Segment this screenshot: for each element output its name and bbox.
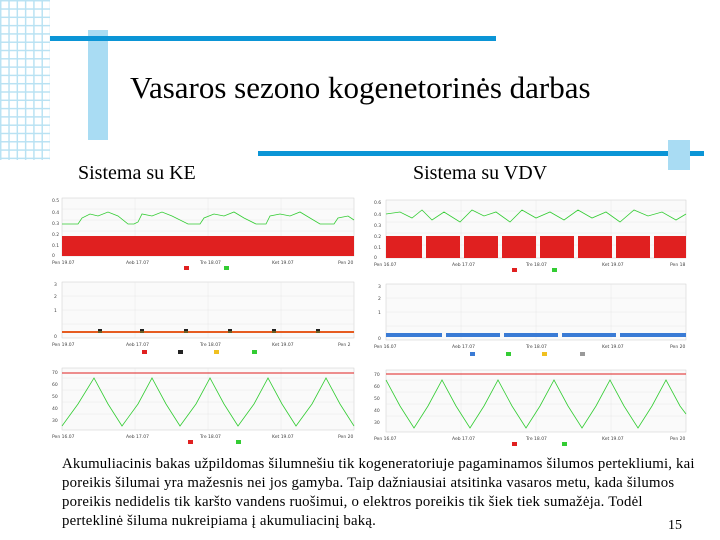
svg-text:Ket 19.07: Ket 19.07	[602, 345, 624, 350]
svg-text:Pen 20: Pen 20	[338, 435, 354, 440]
legend-swatch-red	[188, 440, 193, 444]
svg-text:0.4: 0.4	[52, 211, 60, 216]
legend-swatch-green	[562, 442, 567, 446]
svg-text:Pen 20: Pen 20	[670, 437, 686, 442]
svg-text:Aeb 17.07: Aeb 17.07	[452, 437, 475, 442]
svg-text:Pen 19.07: Pen 19.07	[52, 343, 75, 348]
svg-text:0.3: 0.3	[374, 224, 382, 229]
svg-text:50: 50	[374, 397, 380, 402]
svg-text:60: 60	[374, 385, 380, 390]
legend-swatch-green	[552, 268, 557, 272]
decorative-right-light-bar	[668, 140, 690, 170]
legend-swatch-gray	[580, 352, 585, 356]
svg-text:0.4: 0.4	[374, 213, 382, 218]
svg-text:0.2: 0.2	[374, 235, 382, 240]
legend-swatch-dark	[178, 350, 183, 354]
svg-text:0: 0	[374, 256, 377, 261]
svg-text:0.3: 0.3	[52, 222, 60, 227]
svg-text:2: 2	[54, 295, 57, 300]
legend-swatch-yellow	[542, 352, 547, 356]
right-column-label: Sistema su VDV	[413, 162, 548, 184]
left-chart-1	[38, 194, 358, 274]
svg-text:Aeb 17.07: Aeb 17.07	[126, 261, 149, 266]
svg-text:3: 3	[54, 283, 57, 288]
svg-text:Aeb 17.07: Aeb 17.07	[452, 263, 475, 268]
svg-text:Tre 18.07: Tre 18.07	[526, 437, 547, 442]
svg-text:Tre 18.07: Tre 18.07	[200, 435, 221, 440]
red-area-series	[386, 236, 686, 258]
svg-text:30: 30	[374, 421, 380, 426]
legend-swatch-green	[236, 440, 241, 444]
right-chart-1	[366, 196, 690, 276]
svg-text:Aeb 17.07: Aeb 17.07	[452, 345, 475, 350]
svg-text:70: 70	[52, 371, 58, 376]
decorative-grid	[0, 0, 50, 160]
legend-swatch-red	[184, 266, 189, 270]
svg-text:0.5: 0.5	[52, 199, 60, 204]
svg-text:Tre 18.07: Tre 18.07	[526, 345, 547, 350]
legend-swatch-red	[512, 442, 517, 446]
left-chart-3	[38, 364, 358, 446]
left-column-label: Sistema su KE	[78, 162, 196, 184]
svg-text:2: 2	[378, 297, 381, 302]
svg-text:0: 0	[52, 254, 55, 259]
decorative-vertical-light-bar	[88, 30, 108, 140]
svg-text:Pen 20: Pen 20	[670, 345, 686, 350]
svg-text:40: 40	[374, 409, 380, 414]
page-number: 15	[668, 518, 682, 533]
svg-text:60: 60	[52, 383, 58, 388]
svg-text:0.2: 0.2	[52, 233, 60, 238]
legend-swatch-green	[224, 266, 229, 270]
svg-text:Pen 16.07: Pen 16.07	[374, 437, 397, 442]
svg-text:1: 1	[378, 311, 381, 316]
svg-text:70: 70	[374, 373, 380, 378]
svg-text:50: 50	[52, 395, 58, 400]
right-chart-2	[366, 280, 690, 360]
legend-swatch-green	[252, 350, 257, 354]
svg-text:Tre 18.07: Tre 18.07	[200, 343, 221, 348]
svg-text:0: 0	[378, 337, 381, 342]
svg-text:Pen 18: Pen 18	[670, 263, 686, 268]
svg-text:Pen 16.07: Pen 16.07	[374, 263, 397, 268]
red-area-series	[62, 236, 354, 256]
svg-text:Pen 19.07: Pen 19.07	[52, 261, 75, 266]
svg-text:3: 3	[378, 285, 381, 290]
legend-swatch-red	[512, 268, 517, 272]
body-paragraph: Akumuliacinis bakas užpildomas šilumnešiu tik kogeneratoriuje pagaminamos šilumos pertekliumi, kai poreikis šilumai yra mažesnis nei jos gamyba. Taip dažniausiai atsitinka vasaros metu, kada šilumos poreikis nedidelis tik karšto vandens ruošimui, o elektros poreikis tik šiek tiek sumažėja. Todėl perteklinė šiluma nukreipiama į akumuliacinį baką.	[62, 456, 695, 529]
svg-text:Pen 16.07: Pen 16.07	[374, 345, 397, 350]
svg-text:30: 30	[52, 419, 58, 424]
svg-text:Tre 18.07: Tre 18.07	[200, 261, 221, 266]
svg-text:0.6: 0.6	[374, 201, 382, 206]
svg-text:Ket 19.07: Ket 19.07	[272, 343, 294, 348]
svg-text:0: 0	[54, 335, 57, 340]
svg-text:Tre 18.07: Tre 18.07	[526, 263, 547, 268]
legend-swatch-green	[506, 352, 511, 356]
decorative-middle-bar	[258, 151, 704, 156]
svg-text:Pen 20: Pen 20	[338, 261, 354, 266]
legend-swatch-yellow	[214, 350, 219, 354]
left-chart-2	[38, 278, 358, 358]
right-chart-3	[366, 366, 690, 448]
svg-text:Aeb 17.07: Aeb 17.07	[126, 435, 149, 440]
svg-text:40: 40	[52, 407, 58, 412]
legend-swatch-blue	[470, 352, 475, 356]
svg-text:Pen 16.07: Pen 16.07	[52, 435, 75, 440]
decorative-top-bar	[50, 36, 496, 41]
svg-text:1: 1	[54, 309, 57, 314]
svg-text:Aeb 17.07: Aeb 17.07	[126, 343, 149, 348]
blue-series-bars	[386, 333, 686, 337]
svg-text:Ket 19.07: Ket 19.07	[272, 435, 294, 440]
slide-title: Vasaros sezono kogenetorinės darbas	[130, 70, 591, 105]
svg-text:0.1: 0.1	[52, 244, 60, 249]
svg-text:0.1: 0.1	[374, 246, 382, 251]
svg-text:Ket 19.07: Ket 19.07	[602, 437, 624, 442]
svg-text:Ket 19.07: Ket 19.07	[272, 261, 294, 266]
svg-text:Ket 19.07: Ket 19.07	[602, 263, 624, 268]
svg-text:Pen 2: Pen 2	[338, 343, 351, 348]
legend-swatch-red	[142, 350, 147, 354]
